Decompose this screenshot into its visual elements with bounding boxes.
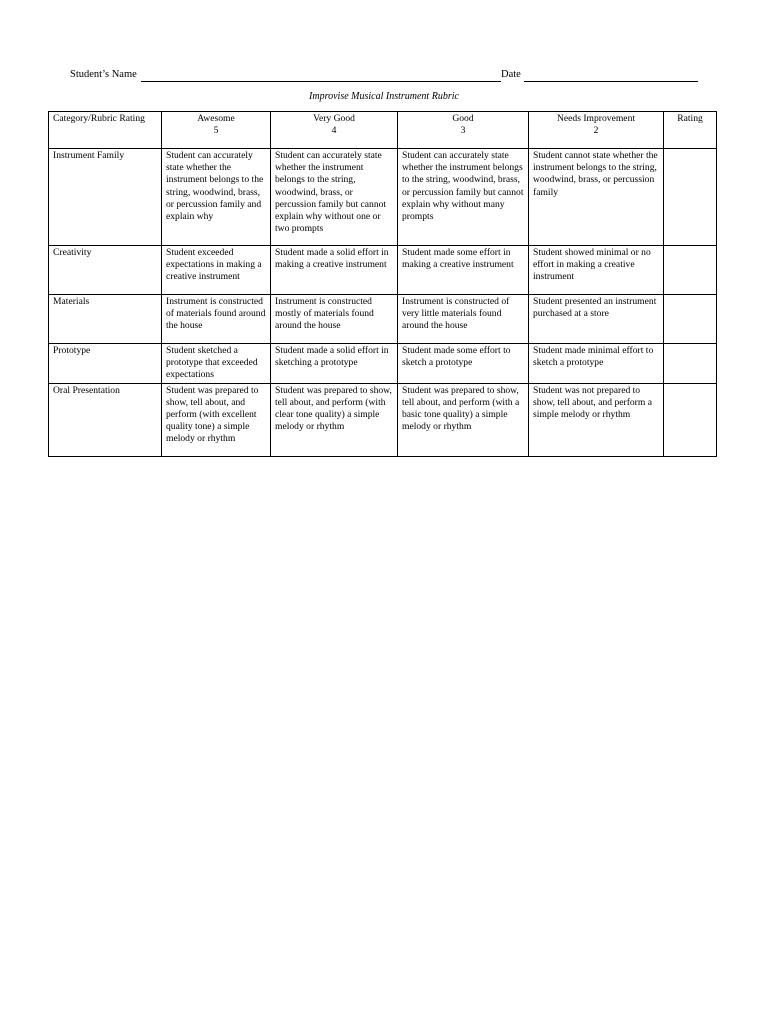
row-category: Prototype <box>49 344 162 384</box>
rubric-table <box>48 111 717 457</box>
header-good <box>398 112 529 149</box>
date-label: Date <box>501 69 521 80</box>
cell-very-good: Student can accurately state whether the instrument belongs to the string, woodwind, brass, or percussion family but cannot explain why without one or two prompts <box>271 149 398 246</box>
cell-needs-improvement: Student presented an instrument purchased at a store <box>529 295 664 344</box>
header-awesome <box>162 112 271 149</box>
cell-awesome: Student exceeded expectations in making a creative instrument <box>162 246 271 295</box>
header-category <box>49 112 162 149</box>
cell-needs-improvement: Student made minimal effort to sketch a prototype <box>529 344 664 384</box>
header-very-good <box>271 112 398 149</box>
table-header-row <box>49 112 717 149</box>
rating-cell[interactable] <box>664 383 717 456</box>
cell-awesome: Instrument is constructed of materials found around the house <box>162 295 271 344</box>
table-row <box>49 383 717 456</box>
row-category: Materials <box>49 295 162 344</box>
cell-good: Student made some effort to sketch a prototype <box>398 344 529 384</box>
cell-very-good: Student was prepared to show, tell about, and perform (with clear tone quality) a simple melody or rhythm <box>271 383 398 456</box>
header-category-label: Category/Rubric Rating <box>53 113 145 124</box>
cell-awesome: Student sketched a prototype that exceeded expectations <box>162 344 271 384</box>
cell-good: Student was prepared to show, tell about, and perform (with a basic tone quality) a simple melody or rhythm <box>398 383 529 456</box>
header-rating <box>664 112 717 149</box>
cell-very-good: Student made a solid effort in sketching a prototype <box>271 344 398 384</box>
cell-needs-improvement: Student was not prepared to show, tell about, and perform a simple melody or rhythm <box>529 383 664 456</box>
student-info-line <box>70 68 698 84</box>
cell-awesome: Student can accurately state whether the instrument belongs to the string, woodwind, brass, or percussion family and explain why <box>162 149 271 246</box>
cell-needs-improvement: Student showed minimal or no effort in making a creative instrument <box>529 246 664 295</box>
cell-very-good: Instrument is constructed mostly of materials found around the house <box>271 295 398 344</box>
header-needs-improvement-label: Needs Improvement <box>556 113 636 124</box>
cell-very-good: Student made a solid effort in making a creative instrument <box>271 246 398 295</box>
header-very-good-score: 4 <box>331 125 337 137</box>
table-row <box>49 246 717 295</box>
cell-good: Student can accurately state whether the instrument belongs to the string, woodwind, brass, or percussion family but cannot explain why without many prompts <box>398 149 529 246</box>
header-needs-improvement <box>529 112 664 149</box>
rating-cell[interactable] <box>664 344 717 384</box>
row-category: Instrument Family <box>49 149 162 246</box>
table-row <box>49 149 717 246</box>
student-name-blank[interactable] <box>141 81 501 82</box>
date-blank[interactable] <box>524 81 698 82</box>
rating-cell[interactable] <box>664 149 717 246</box>
table-row <box>49 344 717 384</box>
rubric-title: Improvise Musical Instrument Rubric <box>309 91 459 102</box>
student-name-label: Student’s Name <box>70 69 137 80</box>
cell-good: Instrument is constructed of very little materials found around the house <box>398 295 529 344</box>
row-category: Creativity <box>49 246 162 295</box>
header-rating-label: Rating <box>677 113 703 124</box>
cell-awesome: Student was prepared to show, tell about, and perform (with excellent quality tone) a simple melody or rhythm <box>162 383 271 456</box>
cell-good: Student made some effort in making a creative instrument <box>398 246 529 295</box>
rating-cell[interactable] <box>664 246 717 295</box>
header-awesome-label: Awesome <box>197 113 235 124</box>
header-good-score: 3 <box>460 125 466 137</box>
header-needs-improvement-score: 2 <box>593 125 599 137</box>
table-row <box>49 295 717 344</box>
row-category: Oral Presentation <box>49 383 162 456</box>
rating-cell[interactable] <box>664 295 717 344</box>
header-good-label: Good <box>452 113 474 124</box>
header-very-good-label: Very Good <box>313 113 355 124</box>
cell-needs-improvement: Student cannot state whether the instrument belongs to the string, woodwind, brass, or percussion family <box>529 149 664 246</box>
header-awesome-score: 5 <box>213 125 219 137</box>
